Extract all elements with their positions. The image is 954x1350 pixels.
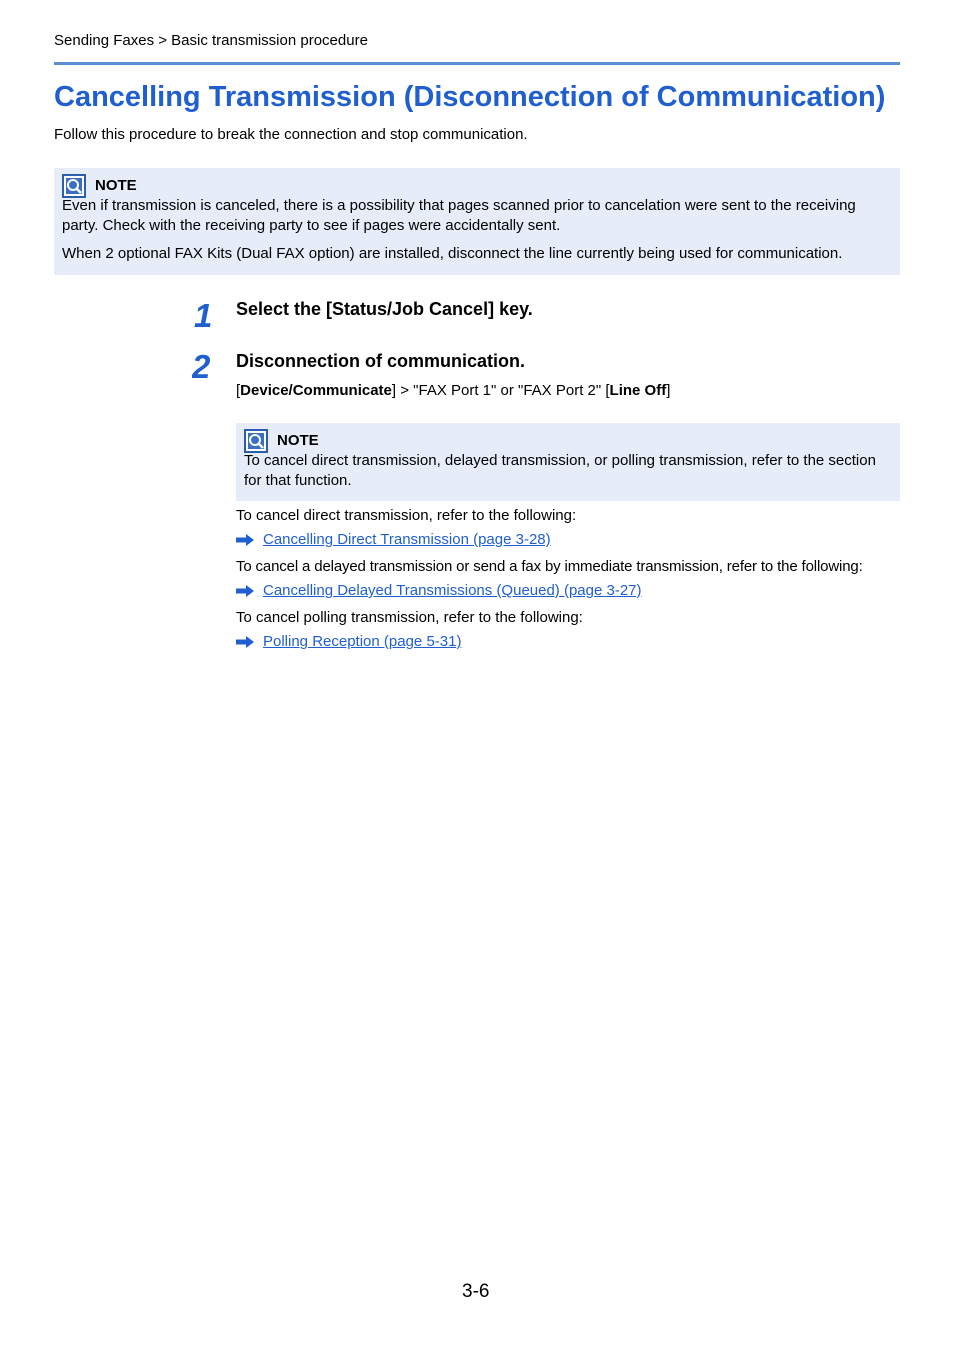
- note-header: [244, 431, 892, 451]
- step-number-1: [192, 299, 218, 331]
- arrow-right-icon: [236, 636, 254, 648]
- step-title-1: Select the [Status/Job Cancel] key.: [236, 299, 533, 319]
- note-header: [62, 176, 892, 196]
- link-cancelling-direct-transmission[interactable]: Cancelling Direct Transmission (page 3-28): [263, 531, 551, 548]
- reference-item: [236, 633, 461, 650]
- note-icon: [62, 174, 86, 198]
- note-box: [236, 423, 900, 501]
- arrow-right-icon: [236, 534, 254, 546]
- reference-item: [236, 531, 551, 548]
- reference-intro: To cancel polling transmission, refer to the following:: [236, 609, 583, 626]
- note-icon: [244, 429, 268, 453]
- intro-text: Follow this procedure to break the connection and stop communication.: [54, 126, 528, 143]
- note-paragraph: When 2 optional FAX Kits (Dual FAX option) are installed, disconnect the line currently being used for communication.: [62, 245, 843, 262]
- step-title-2: Disconnection of communication.: [236, 351, 526, 371]
- note-label: NOTE: [95, 177, 137, 194]
- menu-path: [Device/Communicate] > "FAX Port 1" or "FAX Port 2" [Line Off]: [236, 382, 671, 399]
- device-communicate-key: Device/Communicate: [240, 382, 392, 399]
- page-title: Cancelling Transmission (Disconnection of Communication): [54, 81, 886, 113]
- link-cancelling-delayed-transmissions[interactable]: Cancelling Delayed Transmissions (Queued) (page 3-27): [263, 582, 642, 599]
- page-number: 3-6: [462, 1281, 490, 1302]
- note-paragraph: Even if transmission is canceled, there is a possibility that pages scanned prior to cancelation were sent to the receiving party. Check with the receiving party to see if pages were accidentally sent.: [62, 197, 856, 234]
- header-divider: [54, 62, 900, 65]
- svg-text:2: 2: [192, 350, 211, 382]
- link-polling-reception[interactable]: Polling Reception (page 5-31): [263, 633, 462, 650]
- arrow-right-icon: [236, 585, 254, 597]
- step-number-2: [192, 350, 218, 382]
- reference-intro: To cancel direct transmission, refer to the following:: [236, 507, 577, 524]
- breadcrumb: Sending Faxes > Basic transmission procedure: [54, 32, 368, 49]
- note-label: NOTE: [277, 432, 319, 449]
- svg-text:1: 1: [194, 299, 213, 331]
- note-box: [54, 168, 900, 275]
- reference-item: [236, 582, 642, 599]
- line-off-key: Line Off: [609, 382, 667, 399]
- note-paragraph: To cancel direct transmission, delayed transmission, or polling transmission, refer to the section for that function.: [244, 452, 876, 489]
- reference-intro: To cancel a delayed transmission or send a fax by immediate transmission, refer to the following:: [236, 558, 863, 575]
